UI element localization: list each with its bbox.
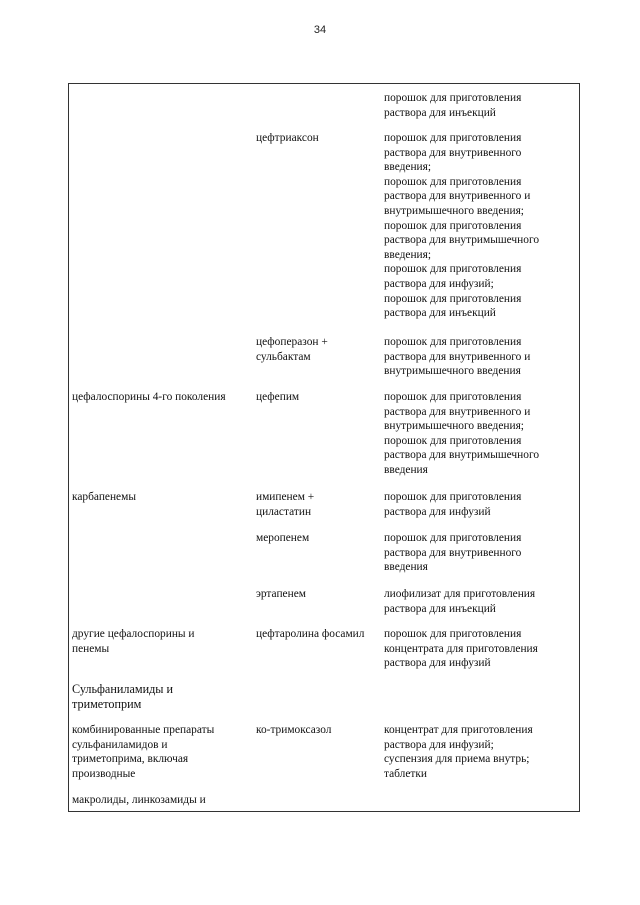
table-cell-section-heading: Сульфаниламиды и триметоприм <box>72 682 174 712</box>
table-cell-drug: цефтриаксон <box>256 132 319 144</box>
table-cell-drug: эртапенем <box>256 588 306 600</box>
table-cell-drug: меропенем <box>256 532 310 544</box>
table-cell-forms: лиофилизат для приготовления раствора для инъекций <box>384 588 536 615</box>
table-cell-group: карбапенемы <box>72 491 136 503</box>
table-cell-drug: имипенем + циластатин <box>256 491 315 518</box>
table-cell-drug: цефепим <box>256 391 300 403</box>
table-cell-drug: цефоперазон + сульбактам <box>256 336 328 363</box>
table-cell-forms: концентрат для приготовления раствора для инфузий; суспензия для приема внутрь; таблетки <box>384 724 533 780</box>
table-cell-group: цефалоспорины 4-го поколения <box>72 391 226 403</box>
table-cell-forms: порошок для приготовления раствора для инъекций <box>384 92 522 119</box>
table-cell-drug: ко-тримоксазол <box>256 724 332 736</box>
table-cell-group: комбинированные препараты сульфаниламидов и триметоприма, включая производные <box>72 724 215 780</box>
table-cell-forms: порошок для приготовления раствора для внутривенного введения; порошок для приготовления раствора для внутривенного и внутримышечного введения; порошок для приготовления раствора для внутримышечного введения; порошок для приготовления раствора для инфузий; порошок для приготовления раствора для инъекций <box>384 132 540 320</box>
table-cell-forms: порошок для приготовления раствора для инфузий <box>384 491 522 518</box>
table-cell-drug: цефтаролина фосамил <box>256 628 365 640</box>
table-cell-forms: порошок для приготовления концентрата для приготовления раствора для инфузий <box>384 628 538 670</box>
table-cell-forms: порошок для приготовления раствора для внутривенного и внутримышечного введения <box>384 336 531 378</box>
table-cell-group: другие цефалоспорины и пенемы <box>72 628 195 655</box>
table-cell-group: макролиды, линкозамиды и <box>72 794 206 806</box>
page-number: 34 <box>313 24 327 36</box>
table-cell-forms: порошок для приготовления раствора для внутривенного и внутримышечного введения; порошок для приготовления раствора для внутримышечного введения <box>384 391 540 476</box>
table-cell-forms: порошок для приготовления раствора для внутривенного введения <box>384 532 522 574</box>
